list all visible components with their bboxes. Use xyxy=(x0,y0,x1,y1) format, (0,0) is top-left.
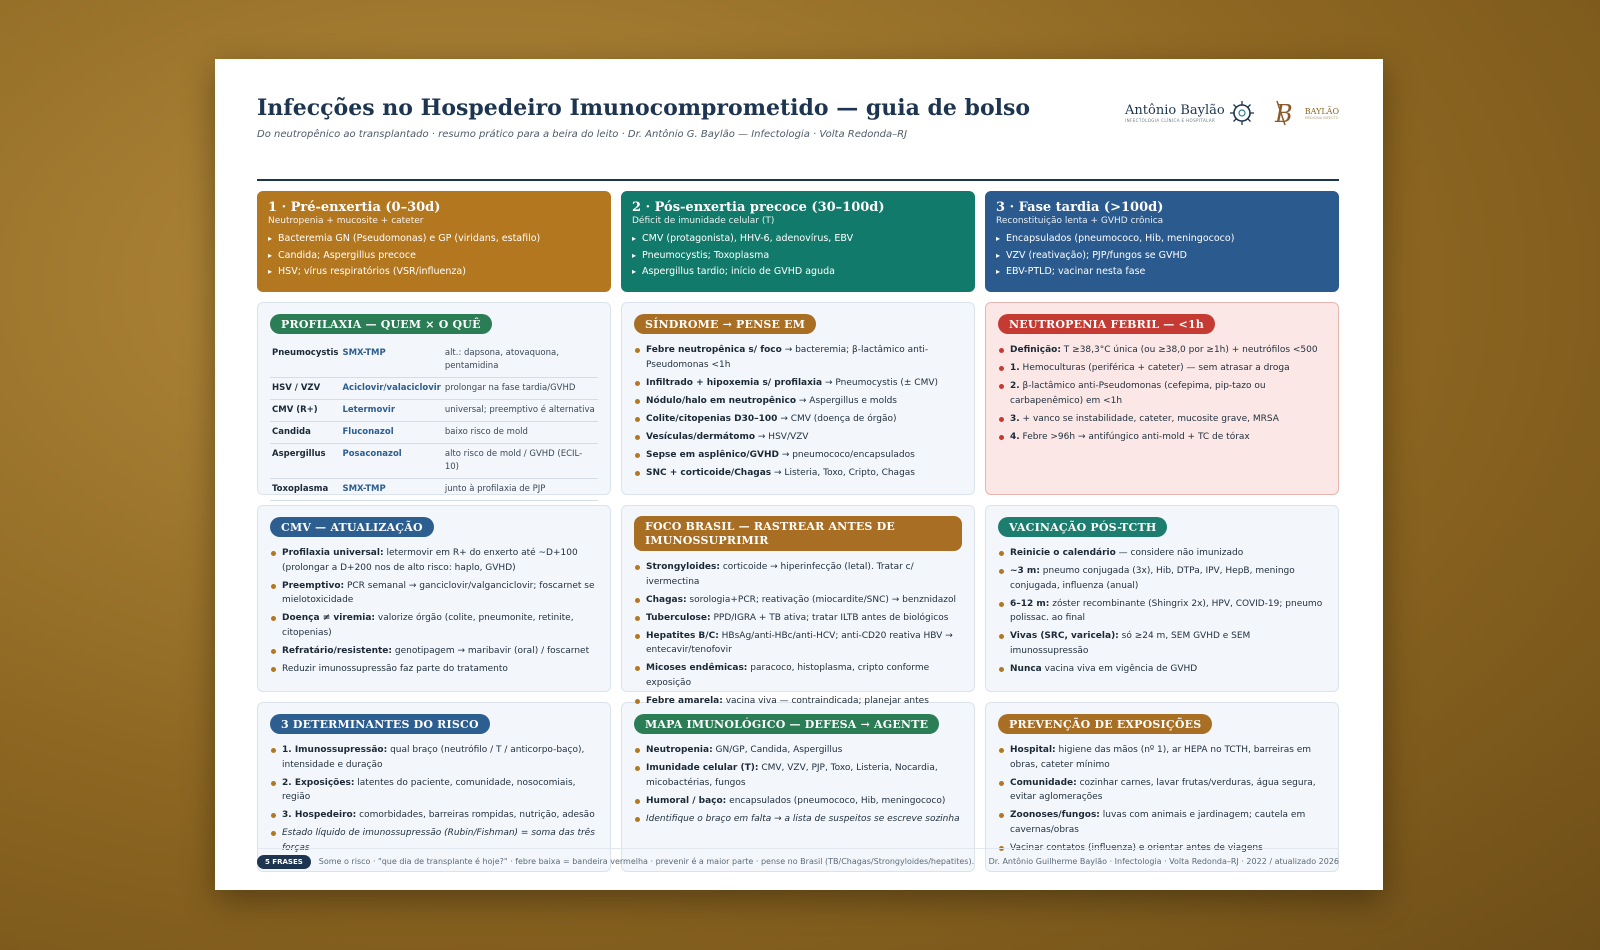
list-item-text: latentes do paciente, comunidade, nosocomiais, região xyxy=(282,777,576,802)
phase-item: ▸ HSV; vírus respiratórios (VSR/influenza) xyxy=(268,264,600,281)
list-item xyxy=(634,794,962,809)
list-item-key: Vivas (SRC, varicela): xyxy=(1010,631,1119,641)
list-item xyxy=(998,808,1326,837)
card-title: PROFILAXIA — QUEM × O QUÊ xyxy=(270,314,492,334)
list-item-text: Reduzir imunossupressão faz parte do tratamento xyxy=(282,663,508,674)
list-item-key: ~3 m: xyxy=(1010,566,1040,576)
list-item xyxy=(270,579,598,608)
list-item xyxy=(634,611,962,626)
page-subtitle: Do neutropênico ao transplantado · resumo prático para a beira do leito · Dr. Antônio G. Baylão — Infectologia · Volta Redonda–RJ xyxy=(257,129,908,140)
list-item-text: Estado líquido de imunossupressão (Rubin/Fishman) = soma das três forças xyxy=(282,828,595,853)
list-item-key: Zoonoses/fungos: xyxy=(1010,810,1100,820)
table-row xyxy=(270,422,598,444)
list-item-text: Vacinar contatos (influenza) e orientar antes de viagens xyxy=(1010,842,1263,853)
card-mapa-imunologico xyxy=(621,702,975,872)
syndrome-list xyxy=(634,343,962,480)
logo-b-name: BAYLÃO xyxy=(1304,106,1339,116)
table-cell-note: alt.: dapsona, atovaquona, pentamidina xyxy=(443,343,598,378)
immune-map-list xyxy=(634,743,962,826)
table-cell-who: Aspergillus xyxy=(270,444,340,479)
list-item-text: GN/GP, Candida, Aspergillus xyxy=(712,745,843,755)
footer-credit: Dr. Antônio Guilherme Baylão · Infectologia · Volta Redonda–RJ · 2022 / atualizado 2026 xyxy=(988,857,1339,866)
card-title: VACINAÇÃO PÓS-TCTH xyxy=(998,517,1167,537)
phase-title: 2 · Pós-enxertia precoce (30–100d) xyxy=(632,200,885,215)
logo-b-tag: MEDICINA INFECTO xyxy=(1304,115,1339,120)
card-prevencao xyxy=(985,702,1339,872)
list-item-text: → Listeria, Toxo, Cripto, Chagas xyxy=(771,467,915,478)
list-item-text: Febre >96h → antifúngico anti-mold + TC de tórax xyxy=(1019,431,1250,442)
list-item-text: letermovir em R+ do enxerto até ~D+100 (prolongar a D+200 nos de alto risco: haplo, GVHD) xyxy=(282,548,578,573)
phase-subtitle: Reconstituição lenta + GVHD crônica xyxy=(996,216,1164,226)
vaccination-list xyxy=(998,546,1326,676)
list-item-text: qual braço (neutrófilo / T / anticorpo-baço), intensidade e duração xyxy=(282,745,585,770)
card-cmv xyxy=(257,505,611,692)
table-cell-note: junto à profilaxia de PJP xyxy=(443,479,598,501)
card-title: MAPA IMUNOLÓGICO — DEFESA → AGENTE xyxy=(634,714,939,734)
logos xyxy=(1125,97,1339,129)
list-item-key: Nunca xyxy=(1010,663,1042,674)
list-item-key: 4. xyxy=(1010,431,1020,442)
card-title: 3 DETERMINANTES DO RISCO xyxy=(270,714,490,734)
table-cell-what: Letermovir xyxy=(340,400,442,422)
virus-logo-icon xyxy=(1229,100,1255,126)
list-item-key: Imunidade celular (T): xyxy=(646,763,759,773)
list-item-key: Sepse em asplênico/GVHD xyxy=(646,449,779,460)
list-item-key: Micoses endêmicas: xyxy=(646,663,748,673)
list-item xyxy=(634,629,962,658)
list-item-text: Hemoculturas (periférica + cateter) — sem atrasar a droga xyxy=(1019,363,1290,373)
phase-item: ▸ Pneumocystis; Toxoplasma xyxy=(632,248,964,265)
list-item xyxy=(270,662,598,677)
list-item-key: Doença ≠ viremia: xyxy=(282,613,376,623)
list-item-key: Febre neutropênica s/ foco xyxy=(646,345,782,355)
list-item xyxy=(270,611,598,640)
neutropenia-list xyxy=(998,343,1326,444)
list-item-key: Febre amarela: xyxy=(646,695,723,706)
phase-item: ▸ EBV-PTLD; vacinar nesta fase xyxy=(996,264,1328,281)
list-item xyxy=(270,808,598,823)
list-item-key: Infiltrado + hipoxemia s/ profilaxia xyxy=(646,377,823,388)
table-cell-what: SMX-TMP xyxy=(340,479,442,501)
list-item-key: Comunidade: xyxy=(1010,777,1077,788)
list-item xyxy=(998,564,1326,593)
phase-item: ▸ Aspergillus tardio; início de GVHD aguda xyxy=(632,264,964,281)
phase-item: ▸ CMV (protagonista), HHV-6, adenovírus, EBV xyxy=(632,231,964,248)
list-item-text: pneumo conjugada (3x), Hib, DTPa, IPV, HepB, meningo conjugada, influenza (anual) xyxy=(1010,566,1295,591)
list-item-text: encapsulados (pneumococo, Hib, meningococo) xyxy=(726,795,946,806)
list-item-text: T ≥38,3°C única (ou ≥38,0 por ≥1h) + neutrófilos <500 xyxy=(1060,345,1318,355)
list-item-key: Profilaxia universal: xyxy=(282,548,384,558)
table-row xyxy=(270,400,598,422)
list-item-key: Tuberculose: xyxy=(646,612,711,623)
list-item-text: valorize órgão (colite, pneumonite, retinite, citopenias) xyxy=(282,613,574,638)
list-item-text: → Pneumocystis (± CMV) xyxy=(822,377,939,388)
list-item xyxy=(998,343,1326,358)
list-item-text: → Aspergillus e molds xyxy=(796,395,897,406)
table-cell-who: Toxoplasma xyxy=(270,479,340,501)
list-item-text: luvas com animais e jardinagem; cautela em cavernas/obras xyxy=(1010,810,1306,835)
list-item-text: → HSV/VZV xyxy=(755,431,809,442)
prophylaxis-table xyxy=(270,343,598,501)
list-item-text: só ≥24 m, SEM GVHD e SEM imunossupressão xyxy=(1010,631,1251,656)
phase-banners xyxy=(257,191,1339,292)
list-item-key: Nódulo/halo em neutropênico xyxy=(646,395,797,406)
list-item xyxy=(634,812,962,827)
list-item-text: — considere não imunizado xyxy=(1115,548,1244,558)
list-item xyxy=(634,394,962,409)
logo-a-tag: INFECTOLOGIA CLÍNICA E HOSPITALAR xyxy=(1125,118,1216,123)
list-item-key: 3. xyxy=(1010,413,1020,424)
list-item-key: Preemptivo: xyxy=(282,580,345,591)
phase-card-late xyxy=(985,191,1339,292)
table-row xyxy=(270,444,598,479)
cmv-list xyxy=(270,546,598,676)
card-title: NEUTROPENIA FEBRIL — <1h xyxy=(998,314,1215,334)
table-row xyxy=(270,378,598,400)
footer xyxy=(257,848,1339,868)
card-title: PREVENÇÃO DE EXPOSIÇÕES xyxy=(998,714,1212,734)
list-item-text: → CMV (doença de órgão) xyxy=(777,413,897,424)
card-sindrome xyxy=(621,302,975,495)
card-neutropenia-febril xyxy=(985,302,1339,495)
list-item-key: Hospital: xyxy=(1010,745,1056,755)
phase-card-pre-engraftment xyxy=(257,191,611,292)
list-item xyxy=(634,694,962,709)
list-item-key: Strongyloides: xyxy=(646,562,720,572)
list-item xyxy=(634,376,962,391)
risk-list xyxy=(270,743,598,855)
phase-item: ▸ Bacteremia GN (Pseudomonas) e GP (viridans, estafilo) xyxy=(268,231,600,248)
footer-phrases: Some o risco · "que dia de transplante é hoje?" · febre baixa = bandeira vermelha · prevenir é a maior parte · pense no Brasil (TB/Chagas/Strongyloides/hepatites). xyxy=(318,857,975,866)
list-item xyxy=(270,776,598,805)
list-item xyxy=(634,412,962,427)
list-item-text: sorologia+PCR; reativação (miocardite/SNC) → benznidazol xyxy=(686,594,956,605)
table-cell-note: universal; preemptivo é alternativa xyxy=(443,400,598,422)
table-cell-note: baixo risco de mold xyxy=(443,422,598,444)
table-cell-who: HSV / VZV xyxy=(270,378,340,400)
header xyxy=(257,95,1339,181)
list-item-text: PPD/IGRA + TB ativa; tratar ILTB antes de biológicos xyxy=(710,612,949,623)
list-item xyxy=(270,644,598,659)
list-item xyxy=(998,379,1326,408)
list-item xyxy=(634,593,962,608)
list-item-text: → pneumococo/encapsulados xyxy=(778,449,915,460)
list-item-key: Reinicie o calendário xyxy=(1010,548,1116,558)
list-item-key: 2. xyxy=(1010,381,1020,391)
list-item-text: vacina viva em vigência de GVHD xyxy=(1041,663,1198,674)
card-title: SÍNDROME → PENSE EM xyxy=(634,314,816,334)
list-item xyxy=(998,361,1326,376)
content-grid xyxy=(257,302,1339,872)
table-cell-what: SMX-TMP xyxy=(340,343,442,378)
list-item-text: genotipagem → maribavir (oral) / foscarnet xyxy=(392,645,590,656)
list-item-key: 2. Exposições: xyxy=(282,777,355,788)
list-item xyxy=(634,661,962,690)
list-item xyxy=(998,430,1326,445)
card-foco-brasil xyxy=(621,505,975,706)
svg-text:B: B xyxy=(1274,100,1293,128)
list-item-text: PCR semanal → ganciclovir/valganciclovir; foscarnet se mielotoxicidade xyxy=(282,580,595,605)
list-item-key: Definição: xyxy=(1010,345,1061,355)
prevention-list xyxy=(998,743,1326,855)
card-determinantes xyxy=(257,702,611,872)
logo-baylao xyxy=(1273,97,1339,129)
table-cell-note: alto risco de mold / GVHD (ECIL-10) xyxy=(443,444,598,479)
list-item-text: vacina viva — contraindicada; planejar antes xyxy=(722,695,929,706)
table-cell-what: Aciclovir/valaciclovir xyxy=(340,378,442,400)
list-item-key: Neutropenia: xyxy=(646,745,713,755)
list-item xyxy=(998,743,1326,772)
card-vacinacao xyxy=(985,505,1339,692)
table-cell-who: Candida xyxy=(270,422,340,444)
list-item-text: + vanco se instabilidade, cateter, mucosite grave, MRSA xyxy=(1019,413,1279,424)
table-cell-who: Pneumocystis xyxy=(270,343,340,378)
phase-item: ▸ VZV (reativação); PJP/fungos se GVHD xyxy=(996,248,1328,265)
list-item xyxy=(634,466,962,481)
table-row xyxy=(270,479,598,501)
list-item-key: Refratário/resistente: xyxy=(282,645,392,656)
list-item xyxy=(634,343,962,372)
list-item-key: Chagas: xyxy=(646,594,687,605)
phase-subtitle: Déficit de imunidade celular (T) xyxy=(632,216,775,226)
list-item xyxy=(998,776,1326,805)
list-item xyxy=(270,743,598,772)
phase-title: 1 · Pré-enxertia (0–30d) xyxy=(268,200,441,215)
card-profilaxia xyxy=(257,302,611,495)
table-row xyxy=(270,343,598,378)
list-item xyxy=(998,629,1326,658)
phase-item: ▸ Candida; Aspergillus precoce xyxy=(268,248,600,265)
list-item-text: comorbidades, barreiras rompidas, nutrição, adesão xyxy=(356,810,595,820)
table-cell-what: Posaconazol xyxy=(340,444,442,479)
list-item-text: zóster recombinante (Shingrix 2x), HPV, COVID-19; pneumo polissac. ao final xyxy=(1010,598,1323,623)
guide-sheet xyxy=(215,59,1383,890)
list-item-key: Hepatites B/C: xyxy=(646,630,719,641)
list-item-key: 1. xyxy=(1010,363,1020,373)
list-item-text: cozinhar carnes, lavar frutas/verduras, água segura, evitar aglomerações xyxy=(1010,777,1316,802)
list-item-text: HBsAg/anti-HBc/anti-HCV; anti-CD20 reativa HBV → entecavir/tenofovir xyxy=(646,630,953,655)
list-item-text: CMV, VZV, PJP, Toxo, Listeria, Nocardia, micobactérias, fungos xyxy=(646,763,938,788)
list-item xyxy=(634,430,962,445)
list-item xyxy=(998,546,1326,561)
list-item-text: β-lactâmico anti-Pseudomonas (cefepima, pip-tazo ou carbapenêmico) em <1h xyxy=(1010,381,1266,406)
table-cell-what: Fluconazol xyxy=(340,422,442,444)
table-cell-who: CMV (R+) xyxy=(270,400,340,422)
footer-badge: 5 FRASES xyxy=(257,855,311,869)
card-title: FOCO BRASIL — RASTREAR ANTES DE IMUNOSSUPRIMIR xyxy=(634,516,962,551)
list-item xyxy=(998,412,1326,427)
list-item-key: SNC + corticoide/Chagas xyxy=(646,467,772,478)
logo-antonio-baylao xyxy=(1125,100,1255,126)
page-title: Infecções no Hospedeiro Imunocomprometido — guia de bolso xyxy=(257,95,1031,121)
list-item xyxy=(634,761,962,790)
list-item xyxy=(998,662,1326,677)
phase-card-early-post-engraftment xyxy=(621,191,975,292)
ab-monogram-icon xyxy=(1273,97,1303,129)
phase-item: ▸ Encapsulados (pneumococo, Hib, meningococo) xyxy=(996,231,1328,248)
list-item xyxy=(634,743,962,758)
list-item-text: → bacteremia; β-lactâmico anti-Pseudomonas <1h xyxy=(646,345,929,370)
list-item-key: 6–12 m: xyxy=(1010,598,1050,609)
screening-list xyxy=(634,560,962,708)
list-item xyxy=(634,448,962,463)
logo-a-name: Antônio Baylão xyxy=(1125,103,1225,118)
list-item xyxy=(270,546,598,575)
list-item-text: corticoide → hiperinfecção (letal). Tratar c/ ivermectina xyxy=(646,562,914,587)
list-item-key: Vesículas/dermátomo xyxy=(646,431,756,442)
card-title: CMV — ATUALIZAÇÃO xyxy=(270,517,434,537)
list-item-key: Humoral / baço: xyxy=(646,795,727,806)
list-item-key: 1. Imunossupressão: xyxy=(282,745,388,755)
list-item-text: Identifique o braço em falta → a lista de suspeitos se escreve sozinha xyxy=(646,813,960,824)
list-item-text: paracoco, histoplasma, cripto conforme exposição xyxy=(646,663,930,688)
list-item xyxy=(634,560,962,589)
phase-title: 3 · Fase tardia (>100d) xyxy=(996,200,1164,215)
table-cell-note: prolongar na fase tardia/GVHD xyxy=(443,378,598,400)
list-item-text: higiene das mãos (nº 1), ar HEPA no TCTH, barreiras em obras, cateter mínimo xyxy=(1010,745,1312,770)
list-item-key: Colite/citopenias D30–100 xyxy=(646,413,778,424)
list-item xyxy=(998,597,1326,626)
phase-subtitle: Neutropenia + mucosite + cateter xyxy=(268,216,424,226)
list-item-key: 3. Hospedeiro: xyxy=(282,810,357,820)
